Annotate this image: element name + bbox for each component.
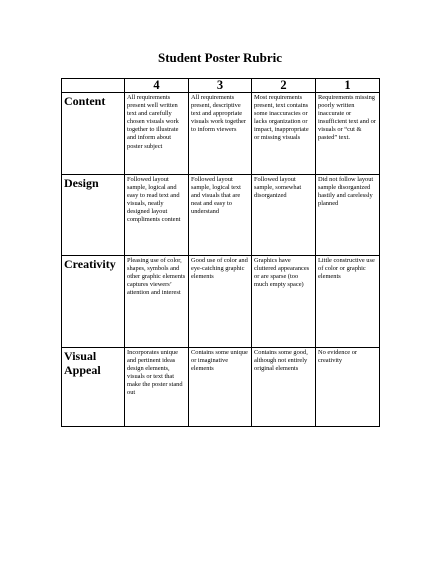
rubric-cell: Contains some unique or imaginative elements <box>189 348 252 427</box>
table-row-content <box>62 93 380 175</box>
table-row-visual-appeal <box>62 348 380 427</box>
rubric-table <box>61 78 380 427</box>
rubric-cell: No evidence or creativity <box>316 348 380 427</box>
rubric-cell: Good use of color and eye-catching graphic elements <box>189 256 252 348</box>
rubric-cell: Graphics have cluttered appearances or are sparse (too much empty space) <box>252 256 316 348</box>
criterion-label: Visual Appeal <box>62 348 125 427</box>
header-score-1: 1 <box>316 79 380 93</box>
page-title: Student Poster Rubric <box>158 50 282 65</box>
rubric-cell: Contains some good, although not entirely original elements <box>252 348 316 427</box>
rubric-cell: Followed layout sample, logical and easy to read text and visuals, neatly designed layout compliments content <box>125 175 189 256</box>
header-score-2: 2 <box>252 79 316 93</box>
header-score-3: 3 <box>189 79 252 93</box>
rubric-cell: Did not follow layout sample disorganized hastily and carelessly planned <box>316 175 380 256</box>
criterion-label: Content <box>62 93 125 175</box>
header-row <box>62 79 380 93</box>
rubric-cell: Most requirements present, text contains some inaccuracies or lacks organization or impact, inappropriate or missing visuals <box>252 93 316 175</box>
rubric-cell: Pleasing use of color, shapes, symbols and other graphic elements captures viewers’ attention and interest <box>125 256 189 348</box>
rubric-cell: All requirements present, descriptive text and appropriate visuals work together to inform viewers <box>189 93 252 175</box>
header-score-4: 4 <box>125 79 189 93</box>
rubric-cell: All requirements present well written text and carefully chosen visuals work together to illustrate and inform about poster subject <box>125 93 189 175</box>
rubric-cell: Followed layout sample, somewhat disorganized <box>252 175 316 256</box>
rubric-cell: Incorporates unique and pertinent ideas design elements, visuals or text that make the poster stand out <box>125 348 189 427</box>
criterion-label: Creativity <box>62 256 125 348</box>
rubric-cell: Requirements missing poorly written inaccurate or insufficient text and or visuals or “cut & pasted” text. <box>316 93 380 175</box>
table-row-creativity <box>62 256 380 348</box>
rubric-cell: Little constructive use of color or graphic elements <box>316 256 380 348</box>
rubric-cell: Followed layout sample, logical text and visuals that are neat and easy to understand <box>189 175 252 256</box>
header-cell-blank <box>62 79 125 93</box>
criterion-label: Design <box>62 175 125 256</box>
table-row-design <box>62 175 380 256</box>
